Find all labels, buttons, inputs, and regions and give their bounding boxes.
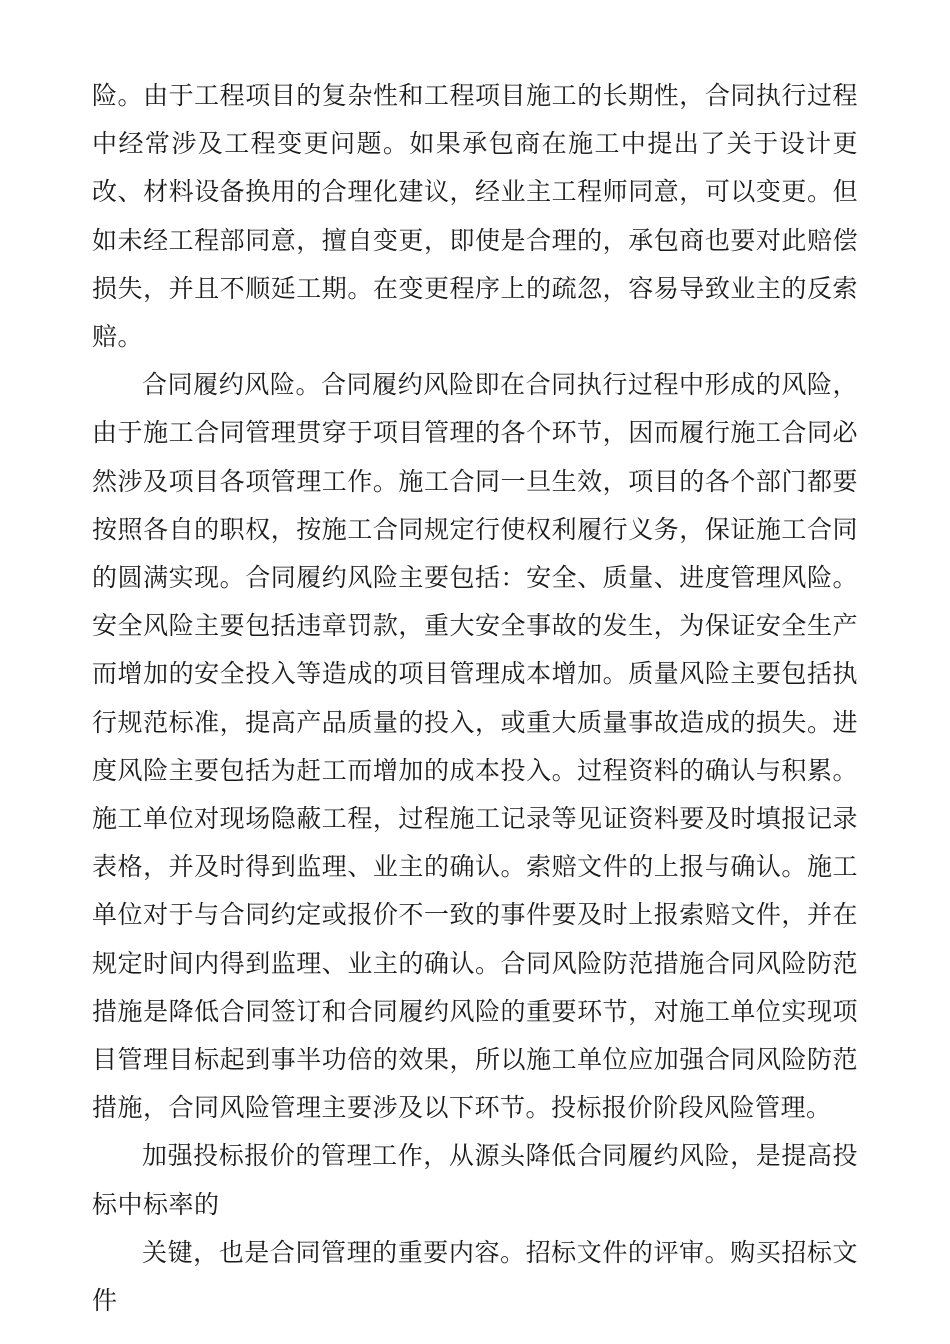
paragraph-3: 加强投标报价的管理工作，从源头降低合同履约风险，是提高投标中标率的 xyxy=(92,1141,858,1219)
paragraph-1: 险。由于工程项目的复杂性和工程项目施工的长期性，合同执行过程中经常涉及工程变更问题。如果承包商在施工中提出了关于设计更改、材料设备换用的合理化建议，经业主工程师同意，可以变更。但如未经工程部同意，擅自变更，即使是合理的，承包商也要对此赔偿损失，并且不顺延工期。在变更程序上的疏忽，容易导致业主的反索赔。 xyxy=(92,81,858,352)
paragraph-4: 关键，也是合同管理的重要内容。招标文件的评审。购买招标文件 xyxy=(92,1237,858,1316)
document-body xyxy=(92,72,858,1325)
paragraph-2: 合同履约风险。合同履约风险即在合同执行过程中形成的风险，由于施工合同管理贯穿于项目管理的各个环节，因而履行施工合同必然涉及项目各项管理工作。施工合同一旦生效，项目的各个部门都要按照各自的职权，按施工合同规定行使权利履行义务，保证施工合同的圆满实现。合同履约风险主要包括：安全、质量、进度管理风险。安全风险主要包括违章罚款，重大安全事故的发生，为保证安全生产而增加的安全投入等造成的项目管理成本增加。质量风险主要包括执行规范标准，提高产品质量的投入，或重大质量事故造成的损失。进度风险主要包括为赶工而增加的成本投入。过程资料的确认与积累。施工单位对现场隐蔽工程，过程施工记录等见证资料要及时填报记录表格，并及时得到监理、业主的确认。索赔文件的上报与确认。施工单位对于与合同约定或报价不一致的事件要及时上报索赔文件，并在规定时间内得到监理、业主的确认。合同风险防范措施合同风险防范措施是降低合同签订和合同履约风险的重要环节，对施工单位实现项目管理目标起到事半功倍的效果，所以施工单位应加强合同风险防范措施，合同风险管理主要涉及以下环节。投标报价阶段风险管理。 xyxy=(92,370,858,1123)
